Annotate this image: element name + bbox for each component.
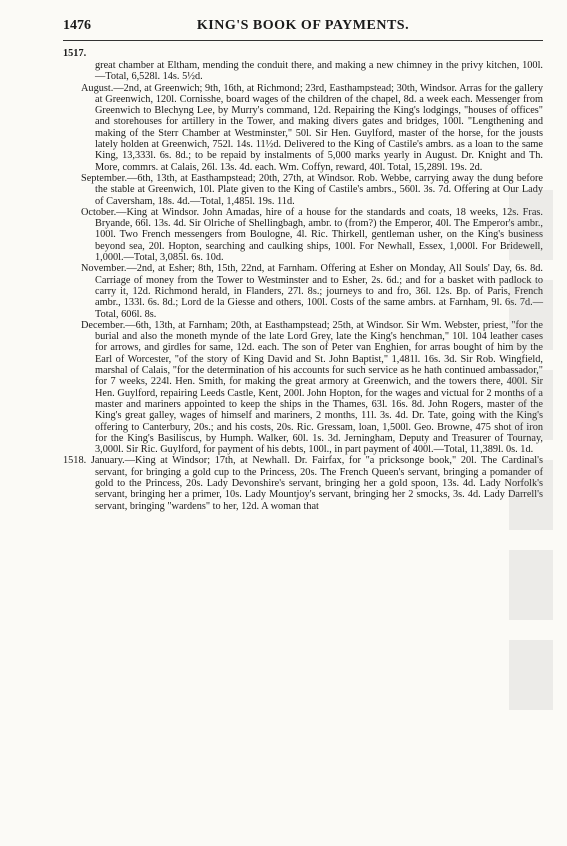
header-rule — [63, 40, 543, 41]
year-label: 1517. — [63, 48, 87, 59]
paragraph-august: August.—2nd, at Greenwich; 9th, 16th, at Richmond; 23rd, Easthampstead; 30th, Windsor. Arras for the gallery at Greenwich, 120l. Cornisshe, board wages of the children of the chapel, 8d. a week each. Messenger from Greenwich to Blechyng Lee, by Murry's command, 12d. Repairing the King's lodgings, "houses of offices" and storehouses for artillery in the Tower, and making divers gates and bridges, 100l. "Lengthening and making of the Sterr Chamber at Westminster," 50l. Sir Hen. Guylford, master of the horse, for the jousts lately holden at Greenwich, 752l. 14s. 11½d. Delivered to the King of Castile's ambrs. as a loan to the same King, 13,333l. 6s. 8d.; to be repaid by instalments of 5,000 marks yearly in August. Dr. Knight and Th. More, commrs. at Calais, 26l. 13s. 4d. each. Wm. Coffyn, reward, 40l. Total, 15,289l. 19s. 2d. — [81, 82, 543, 173]
page-title: KING'S BOOK OF PAYMENTS. — [196, 18, 410, 33]
paragraph-december: December.—6th, 13th, at Farnham; 20th, at Easthampstead; 25th, at Windsor. Sir Wm. Webster, priest, "for the burial and also the moneth mynde of the late Lord Grey, late the King's henchman," 10l. 104 leather cases for arrows, and girdles for same, 12d. each. The son of Peter van Enghien, for arras bought of him by the Earl of Worcester, "of the story of King David and St. John Baptist," 1,481l. 16s. 3d. Sir Rob. Wingfield, marshal of Calais, "for the determination of his accounts for such service as he hath continued ambassador," for 7 weeks, 224l. Hen. Smith, for making the great armory at Greenwich, and the towers there, 400l. Sir Hen. Guylford, repairing Leeds Castle, Kent, 200l. John Hopton, for the wages and victual for 2 months of a master and mariners appointed to keep the ships in the Thames, 63l. 16s. 8d. John Rogers, master of the King's great galley, wages of himself and mariners, 2 months, 11l. 3s. 4d. Dr. Tate, going with the King's offering to Canterbury, 20s.; and his costs, 20s. Ric. Gressam, loan, 1,500l. Geo. Browne, 475 shot of iron for the King's Basiliscus, by Humph. Walker, 60l. 1s. 3d. Jerningham, Deputy and Treasurer of Tournay, 3,000l. Sir Ric. Guylford, for payment of his debts, 100l., in part payment of 400l.—Total, 11,389l. 0s. 1d. — [81, 319, 543, 456]
page-number: 1476 — [63, 18, 91, 33]
page-body — [63, 60, 543, 512]
paragraph-continuation: great chamber at Eltham, mending the conduit there, and making a new chimney in the privy kitchen, 100l.—Total, 6,528l. 14s. 5½d. — [95, 60, 543, 83]
paragraph-november: November.—2nd, at Esher; 8th, 15th, 22nd, at Farnham. Offering at Esher on Monday, All Souls' Day, 6s. 8d. Carriage of money from the Tower to Westminster and to Esher, 2s. 6d.; and for a basket with padlock to carry it, 12d. Richmond herald, in Flanders, 27l. 8s.; journeys to and fro, 36l. 12s. Bp. of Paris, French ambr., 133l. 6s. 8d.; Lord de la Giesse and others, 100l. Costs of the same ambrs. at Farnham, 9l. 6s. 7d.—Total, 606l. 8s. — [81, 263, 543, 320]
paragraph-september: September.—6th, 13th, at Easthampstead; 20th, 27th, at Windsor. Rob. Webbe, carrying away the dung before the stable at Greenwich, 10l. Plate given to the King of Castile's ambrs., 560l. 3s. 7d. Offering at Our Lady of Caversham, 18s. 4d.—Total, 1,485l. 19s. 11d. — [81, 172, 543, 207]
page-header — [63, 16, 543, 38]
paragraph-october: October.—King at Windsor. John Amadas, hire of a house for the standards and coats, 18 weeks, 12s. Fras. Bryande, 66l. 13s. 4d. Sir Olriche of Shellingbagh, ambr. to (from?) the Emperor, 40l. The Emperor's ambr., 100l. Two French messengers from Boulogne, 4l. Ric. Thirkell, gentleman usher, on the King's business beyond sea, 20l. Hopton, searching and caulking ships, 100l. For Newhall, Essex, 1,000l. For Bridewell, 1,000l.—Total, 3,085l. 6s. 10d. — [81, 206, 543, 264]
paragraph-1518-january: 1518. January.—King at Windsor; 17th, at Newhall. Dr. Fairfax, for "a pricksonge book," 20l. The Cardinal's servant, for bringing a gold cup to the Princess, 20s. The French Queen's servant, bringing a pomander of gold to the Princess, 20s. Lady Devonshire's servant, bringing her a gold spoon, 13s. 4d. Lady Norfolk's servant, bringing her a primer, 10s. Lady Mountjoy's servant, bringing her 2 smocks, 3s. 4d. Lady Darrell's servant, bringing "wardens" to her, 12d. A woman that — [63, 455, 543, 512]
